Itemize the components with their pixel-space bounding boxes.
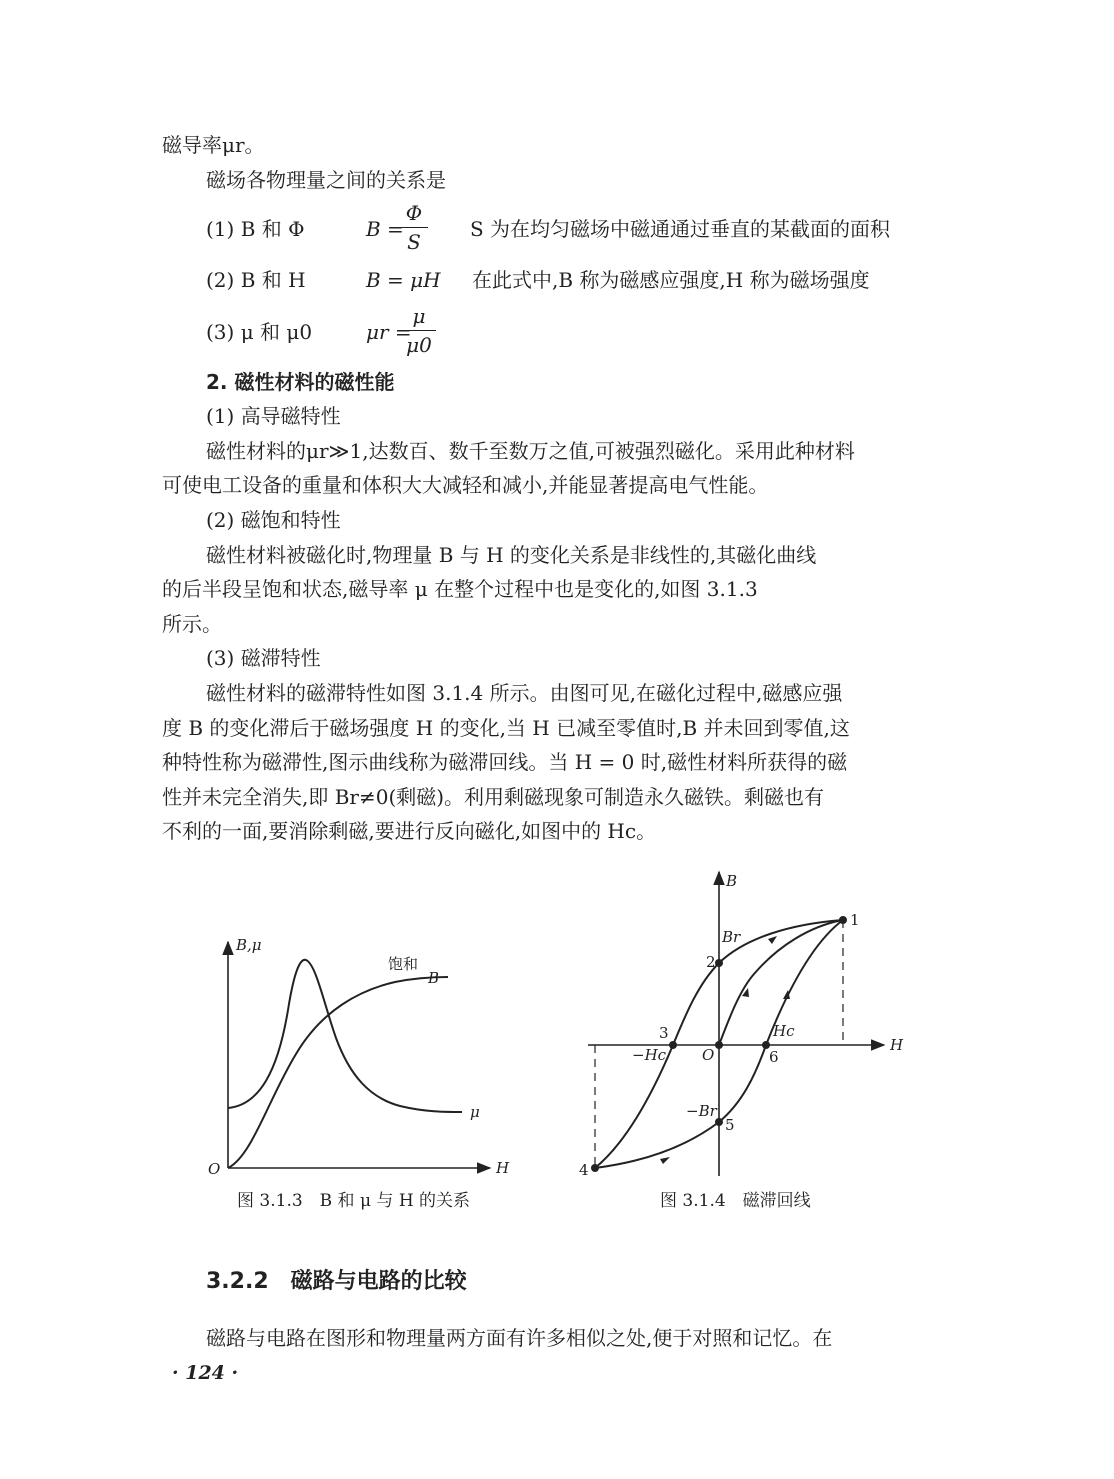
fig1-y-axis-label: B,μ bbox=[236, 936, 262, 954]
fig2-label-5: 5 bbox=[725, 1116, 735, 1134]
fig2-label-4: 4 bbox=[579, 1161, 589, 1179]
fig2-neg-hc-label: −Hc bbox=[632, 1046, 667, 1064]
relation-3-fraction bbox=[402, 305, 436, 356]
heading-magnetic-properties: 2. 磁性材料的磁性能 bbox=[206, 370, 395, 394]
relation-3-denominator: μ0 bbox=[406, 333, 432, 357]
relation-1-denominator: S bbox=[407, 230, 421, 254]
sub-heading-1: (1) 高导磁特性 bbox=[206, 404, 341, 428]
page-number: · 124 · bbox=[172, 1362, 239, 1384]
fig2-label-3: 3 bbox=[659, 1024, 669, 1042]
intro-line: 磁导率μr。 bbox=[162, 133, 265, 157]
fig1-saturation-label: 饱和 bbox=[388, 955, 419, 973]
relation-2-label: (2) B 和 H bbox=[206, 268, 306, 292]
relation-1-label: (1) B 和 Φ bbox=[206, 217, 305, 241]
relation-1-numerator: Φ bbox=[405, 201, 423, 225]
fig2-x-axis-label: H bbox=[890, 1036, 904, 1054]
fig1-mu-curve bbox=[228, 960, 462, 1112]
para2-line-1: 磁性材料被磁化时,物理量 B 与 H 的变化关系是非线性的,其磁化曲线 bbox=[206, 543, 817, 567]
para2-line-3: 所示。 bbox=[162, 612, 222, 636]
fig2-label-1: 1 bbox=[850, 911, 860, 929]
fig2-label-2: 2 bbox=[706, 953, 716, 971]
final-paragraph: 磁路与电路在图形和物理量两方面有许多相似之处,便于对照和记忆。在 bbox=[206, 1326, 833, 1350]
relation-3-label: (3) μ 和 μ0 bbox=[206, 320, 313, 344]
fig2-y-axis-label: B bbox=[726, 872, 738, 890]
relation-3-lhs: μr = bbox=[366, 320, 412, 344]
fig2-point-4 bbox=[591, 1164, 599, 1172]
section-title-3-2-2: 3.2.2 磁路与电路的比较 bbox=[206, 1269, 467, 1294]
para3-line-4: 性并未完全消失,即 Br≠0(剩磁)。利用剩磁现象可制造永久磁铁。剩磁也有 bbox=[162, 785, 825, 809]
relation-1-note: S 为在均匀磁场中磁通通过垂直的某截面的面积 bbox=[470, 217, 891, 241]
para3-line-5: 不利的一面,要消除剩磁,要进行反向磁化,如图中的 Hc。 bbox=[162, 819, 657, 843]
relation-1-fraction bbox=[400, 202, 428, 253]
relation-2-note: 在此式中,B 称为磁感应强度,H 称为磁场强度 bbox=[472, 268, 870, 292]
para1-line-1: 磁性材料的μr≫1,达数百、数千至数万之值,可被强烈磁化。采用此种材料 bbox=[206, 439, 855, 463]
para2-line-2: 的后半段呈饱和状态,磁导率 μ 在整个过程中也是变化的,如图 3.1.3 bbox=[162, 577, 758, 601]
fig2-point-3 bbox=[669, 1041, 677, 1049]
fig2-arrow-upper bbox=[768, 936, 777, 944]
para3-line-3: 种特性称为磁滞性,图示曲线称为磁滞回线。当 H = 0 时,磁性材料所获得的磁 bbox=[162, 750, 848, 774]
figure-3-1-4-caption: 图 3.1.4 磁滞回线 bbox=[660, 1191, 811, 1211]
relations-intro: 磁场各物理量之间的关系是 bbox=[206, 168, 446, 192]
figure-hysteresis-loop bbox=[570, 866, 920, 1186]
fig1-mu-curve-label: μ bbox=[470, 1103, 480, 1121]
fig1-x-axis-label: H bbox=[496, 1159, 510, 1177]
fig2-arrow-lower bbox=[660, 1157, 670, 1164]
relation-3-numerator: μ bbox=[412, 304, 426, 328]
fig1-origin-label: O bbox=[208, 1160, 221, 1178]
fig2-label-6: 6 bbox=[769, 1048, 779, 1066]
para3-line-1: 磁性材料的磁滞特性如图 3.1.4 所示。由图可见,在磁化过程中,磁感应强 bbox=[206, 681, 843, 705]
fig1-b-curve-label: B bbox=[428, 969, 440, 987]
figure-3-1-3-caption: 图 3.1.3 B 和 μ 与 H 的关系 bbox=[237, 1191, 471, 1211]
relation-1-lhs: B = bbox=[366, 217, 404, 241]
figure-b-mu-h bbox=[200, 930, 520, 1190]
para3-line-2: 度 B 的变化滞后于磁场强度 H 的变化,当 H 已减至零值时,B 并未回到零值,这 bbox=[162, 716, 850, 740]
sub-heading-3: (3) 磁滞特性 bbox=[206, 646, 321, 670]
para1-line-2: 可使电工设备的重量和体积大大减轻和减小,并能显著提高电气性能。 bbox=[162, 473, 769, 497]
sub-heading-2: (2) 磁饱和特性 bbox=[206, 508, 341, 532]
fig1-b-curve bbox=[228, 977, 448, 1168]
fig2-point-origin bbox=[715, 1041, 723, 1049]
fig2-point-2 bbox=[715, 959, 723, 967]
fig2-br-label: Br bbox=[722, 928, 741, 946]
fig2-neg-br-label: −Br bbox=[686, 1102, 717, 1120]
fig2-point-1 bbox=[839, 916, 847, 924]
relation-2-formula: B = μH bbox=[366, 268, 441, 292]
fig2-hc-label: Hc bbox=[773, 1022, 795, 1040]
fig2-origin-label: O bbox=[702, 1046, 715, 1064]
